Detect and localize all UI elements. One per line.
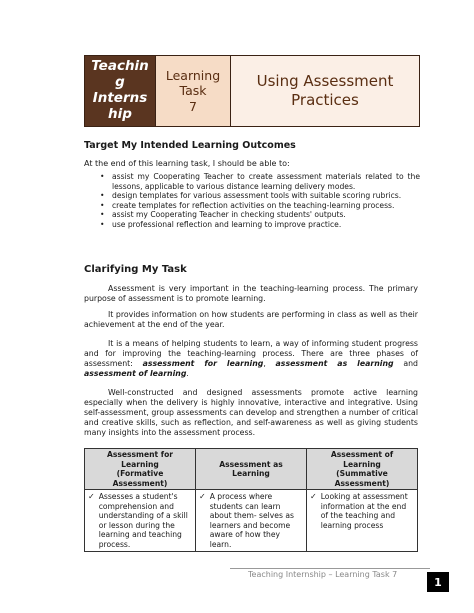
table-row [85,490,418,552]
outcomes-list [100,172,420,230]
outcomes-intro: At the end of this learning task, I should be able to: [84,159,290,168]
phase-for-learning: assessment for learning [142,359,264,368]
footer-text: Teaching Internship – Learning Task 7 [248,570,398,579]
course-badge [85,56,155,126]
paragraph-1 [84,284,418,304]
cell-text: A process where students can learn about them- selves as learners and become aware of how they learn. [209,492,294,549]
title-banner [84,55,420,127]
list-item: • design templates for various assessment tools with suitable scoring rubrics. [100,191,420,201]
phase-as-learning: assessment as learning [275,359,394,368]
table-header: Assessment as Learning [196,449,307,490]
page-number: 1 [427,572,449,592]
cell-text: Looking at assessment information at the end of the teaching and learning process [320,492,408,530]
separator: . [186,369,189,378]
phase-of-learning: assessment of learning [84,369,187,378]
outcomes-heading: Target My Intended Learning Outcomes [84,140,296,151]
table-header: Assessment for Learning (Formative Assessment) [85,449,196,490]
paragraph-1-text: Assessment is very important in the teaching-learning process. The primary purpose of assessment is to promote learning. [84,284,418,303]
paragraph-3-text: It is a means of helping students to learn, a way of informing student progress and for improving the teaching-learning process. There are three phases of assessment: [84,339,418,368]
clarify-heading: Clarifying My Task [84,264,187,275]
task-badge [155,56,230,126]
course-name: Teachin g Intern​s hip [91,58,149,122]
checkmark-icon: ✓ [310,492,317,501]
task-number: Learning Task 7 [165,67,221,114]
separator: and [393,359,419,368]
paragraph-4-text: Well-constructed and designed assessments promote active learning especially when the delivery is highly innovative, interactive and integrative. Using self-assessment, group assessments can develop and strengthen a number of critical and creative skills, such as reflection, and self-awareness as well as giving students many insights into the assessment process. [84,388,418,437]
paragraph-2 [84,310,418,330]
paragraph-3 [84,339,418,379]
cell-text: Assesses a student's comprehension and understanding of a skill or lesson during the learning and teaching process. [98,492,188,549]
table-cell [85,490,196,552]
paragraph-4 [84,388,418,438]
assessment-table [84,448,418,552]
paragraph-2-text: It provides information on how students are performing in class as well as their achievement at the end of the year. [84,310,418,329]
checkmark-icon: ✓ [199,492,206,501]
list-item: • assist my Cooperating Teacher in checking students' outputs. [100,210,420,220]
table-cell [196,490,307,552]
table-header: Assessment of Learning (Summative Assessment) [307,449,418,490]
list-item: • create templates for reflection activities on the teaching-learning process. [100,201,420,211]
list-item: • assist my Cooperating Teacher to create assessment materials related to the lessons, applicable to various distance learning delivery modes. [100,172,420,191]
task-title: Using Assessment Practices [256,72,394,109]
table-cell [307,490,418,552]
list-item: • use professional reflection and learning to improve practice. [100,220,420,230]
task-title-box [230,56,419,126]
table-header-row [85,449,418,490]
checkmark-icon: ✓ [88,492,95,501]
separator: , [263,359,276,368]
footer-divider [230,568,430,569]
